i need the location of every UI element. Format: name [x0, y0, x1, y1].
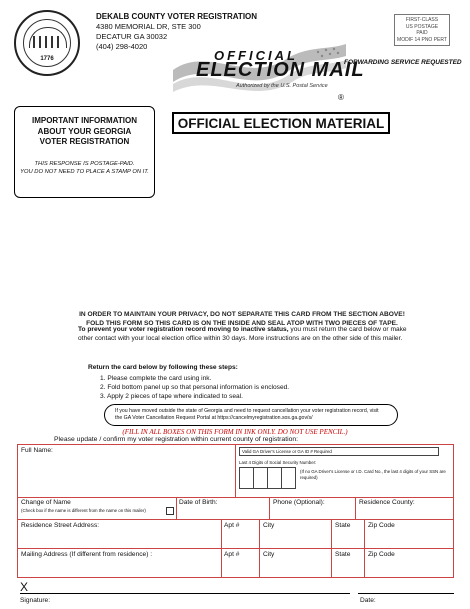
- residence-zip-label: Zip Code: [368, 522, 395, 529]
- col-divider: [331, 519, 332, 577]
- col-divider: [259, 519, 260, 577]
- date-label: Date:: [360, 597, 376, 604]
- mailing-state-label: State: [335, 551, 351, 558]
- important-info-box: [14, 106, 155, 198]
- change-of-name-label: Change of Name: [21, 499, 71, 506]
- change-of-name-note: (Check box if the name is different from the name on this mailer): [21, 508, 146, 513]
- info-heading-line: ABOUT YOUR GEORGIA: [37, 126, 132, 136]
- office-name: DEKALB COUNTY VOTER REGISTRATION: [96, 12, 258, 21]
- signature-label: Signature:: [20, 597, 51, 604]
- col-divider: [269, 497, 270, 519]
- mailing-apt-label: Apt #: [224, 551, 240, 558]
- ssn-label: Last 4 Digits of Social Security Number:: [239, 460, 317, 465]
- seal-year: 1776: [40, 56, 54, 62]
- row-divider: [18, 519, 453, 520]
- step-item: 2. Fold bottom panel up so that personal information is enclosed.: [100, 384, 290, 391]
- moved-out-of-state-note: If you have moved outside the state of Georgia and need to request cancellation your voter registration record, visit the GA Voter Cancellation Request Portal at https://cancelmyregistration.sos.ga.gov/s/: [104, 404, 398, 426]
- dl-ssn-note: (If no GA Driver's License or I.D. Card No., the last 4 digits of your SSN are required): [300, 469, 446, 480]
- col-divider: [221, 519, 222, 577]
- row-divider: [18, 497, 453, 498]
- registered-mark: ®: [338, 93, 344, 102]
- residence-city-label: City: [263, 522, 275, 529]
- residence-apt-label: Apt #: [224, 522, 240, 529]
- col-divider: [364, 519, 365, 577]
- ssn-digit-box[interactable]: [281, 467, 296, 489]
- official-election-material-banner: OFFICIAL ELECTION MATERIAL: [172, 112, 390, 134]
- residence-county-label: Residence County:: [359, 499, 415, 506]
- date-line[interactable]: [358, 593, 454, 594]
- voter-registration-card: [17, 444, 454, 578]
- forwarding-service-text: FORWARDING SERVICE REQUESTED: [344, 59, 462, 66]
- dl-label: Valid GA Driver's License or GA ID # Required: [242, 449, 332, 454]
- full-name-label: Full Name:: [21, 447, 53, 454]
- mailing-address-label: Mailing Address (If different from residence) :: [21, 551, 153, 558]
- col-divider: [176, 497, 177, 519]
- usps-authorized-text: Authorized by the U.S. Postal Service: [236, 83, 328, 89]
- fold-warning-line: FOLD THIS FORM SO THIS CARD IS ON THE INSIDE AND SEAL ATOP WITH TWO PIECES OF TAPE.: [86, 320, 398, 327]
- mailing-city-label: City: [263, 551, 275, 558]
- change-of-name-checkbox[interactable]: [166, 507, 174, 515]
- office-city: DECATUR GA 30032: [96, 32, 168, 41]
- ssn-digit-box[interactable]: [267, 467, 282, 489]
- inactive-status-lead: To prevent your voter registration record moving to inactive status,: [78, 326, 289, 333]
- permit-line: PAID: [416, 30, 428, 36]
- step-item: 1. Please complete the card using ink.: [100, 375, 212, 382]
- postage-permit-box: [394, 14, 450, 46]
- fill-in-ink-instruction: (FILL IN ALL BOXES ON THIS FORM IN INK ONLY. DO NOT USE PENCIL.): [122, 428, 348, 436]
- steps-list: [100, 374, 289, 401]
- permit-line: FIRST-CLASS: [405, 17, 439, 23]
- info-heading-line: VOTER REGISTRATION: [39, 137, 130, 146]
- office-street: 4380 MEMORIAL DR, STE 300: [96, 22, 201, 31]
- step-item: 3. Apply 2 pieces of tape where indicated to seal.: [100, 393, 243, 400]
- office-phone: (404) 298-4020: [96, 42, 148, 51]
- signature-x-mark: X: [20, 580, 29, 594]
- col-divider: [235, 445, 236, 497]
- permit-line: MODIF 14 PNO PERT: [397, 36, 447, 43]
- phone-label: Phone (Optional):: [273, 499, 325, 506]
- steps-heading: Return the card below by following these steps:: [88, 364, 238, 371]
- residence-state-label: State: [335, 522, 351, 529]
- ssn-digit-box[interactable]: [253, 467, 268, 489]
- inactive-status-body: you must return the card below or make other contact with your local election office within 30 days. More instructions are on the other side of this mailer.: [78, 326, 407, 342]
- col-divider: [355, 497, 356, 519]
- residence-address-label: Residence Street Address:: [21, 522, 100, 529]
- full-name-field[interactable]: [21, 457, 231, 495]
- georgia-state-seal: [14, 10, 80, 76]
- no-stamp-line: YOU DO NOT NEED TO PLACE A STAMP ON IT.: [20, 168, 149, 175]
- official-wordmark: OFFICIAL: [214, 48, 298, 63]
- privacy-warning-line: IN ORDER TO MAINTAIN YOUR PRIVACY, DO NOT SEPARATE THIS CARD FROM THE SECTION ABOVE!: [79, 311, 405, 318]
- postage-paid-line: THIS RESPONSE IS POSTAGE-PAID.: [34, 160, 135, 167]
- ssn-digit-box[interactable]: [239, 467, 254, 489]
- inactive-status-paragraph: [78, 326, 408, 343]
- permit-line: US POSTAGE: [405, 23, 439, 30]
- election-mail-wordmark: ELECTION MAIL: [196, 59, 365, 81]
- signature-line[interactable]: [20, 593, 350, 594]
- info-heading-line: IMPORTANT INFORMATION: [31, 116, 138, 125]
- seal-pillars-icon: [33, 36, 61, 48]
- update-confirm-text: Please update / confirm my voter registration within current county of registration:: [54, 436, 299, 443]
- mailing-zip-label: Zip Code: [368, 551, 395, 558]
- row-divider: [18, 548, 453, 549]
- dl-number-field[interactable]: [239, 447, 439, 456]
- postage-paid-note: [15, 160, 154, 176]
- date-of-birth-label: Date of Birth:: [179, 499, 218, 506]
